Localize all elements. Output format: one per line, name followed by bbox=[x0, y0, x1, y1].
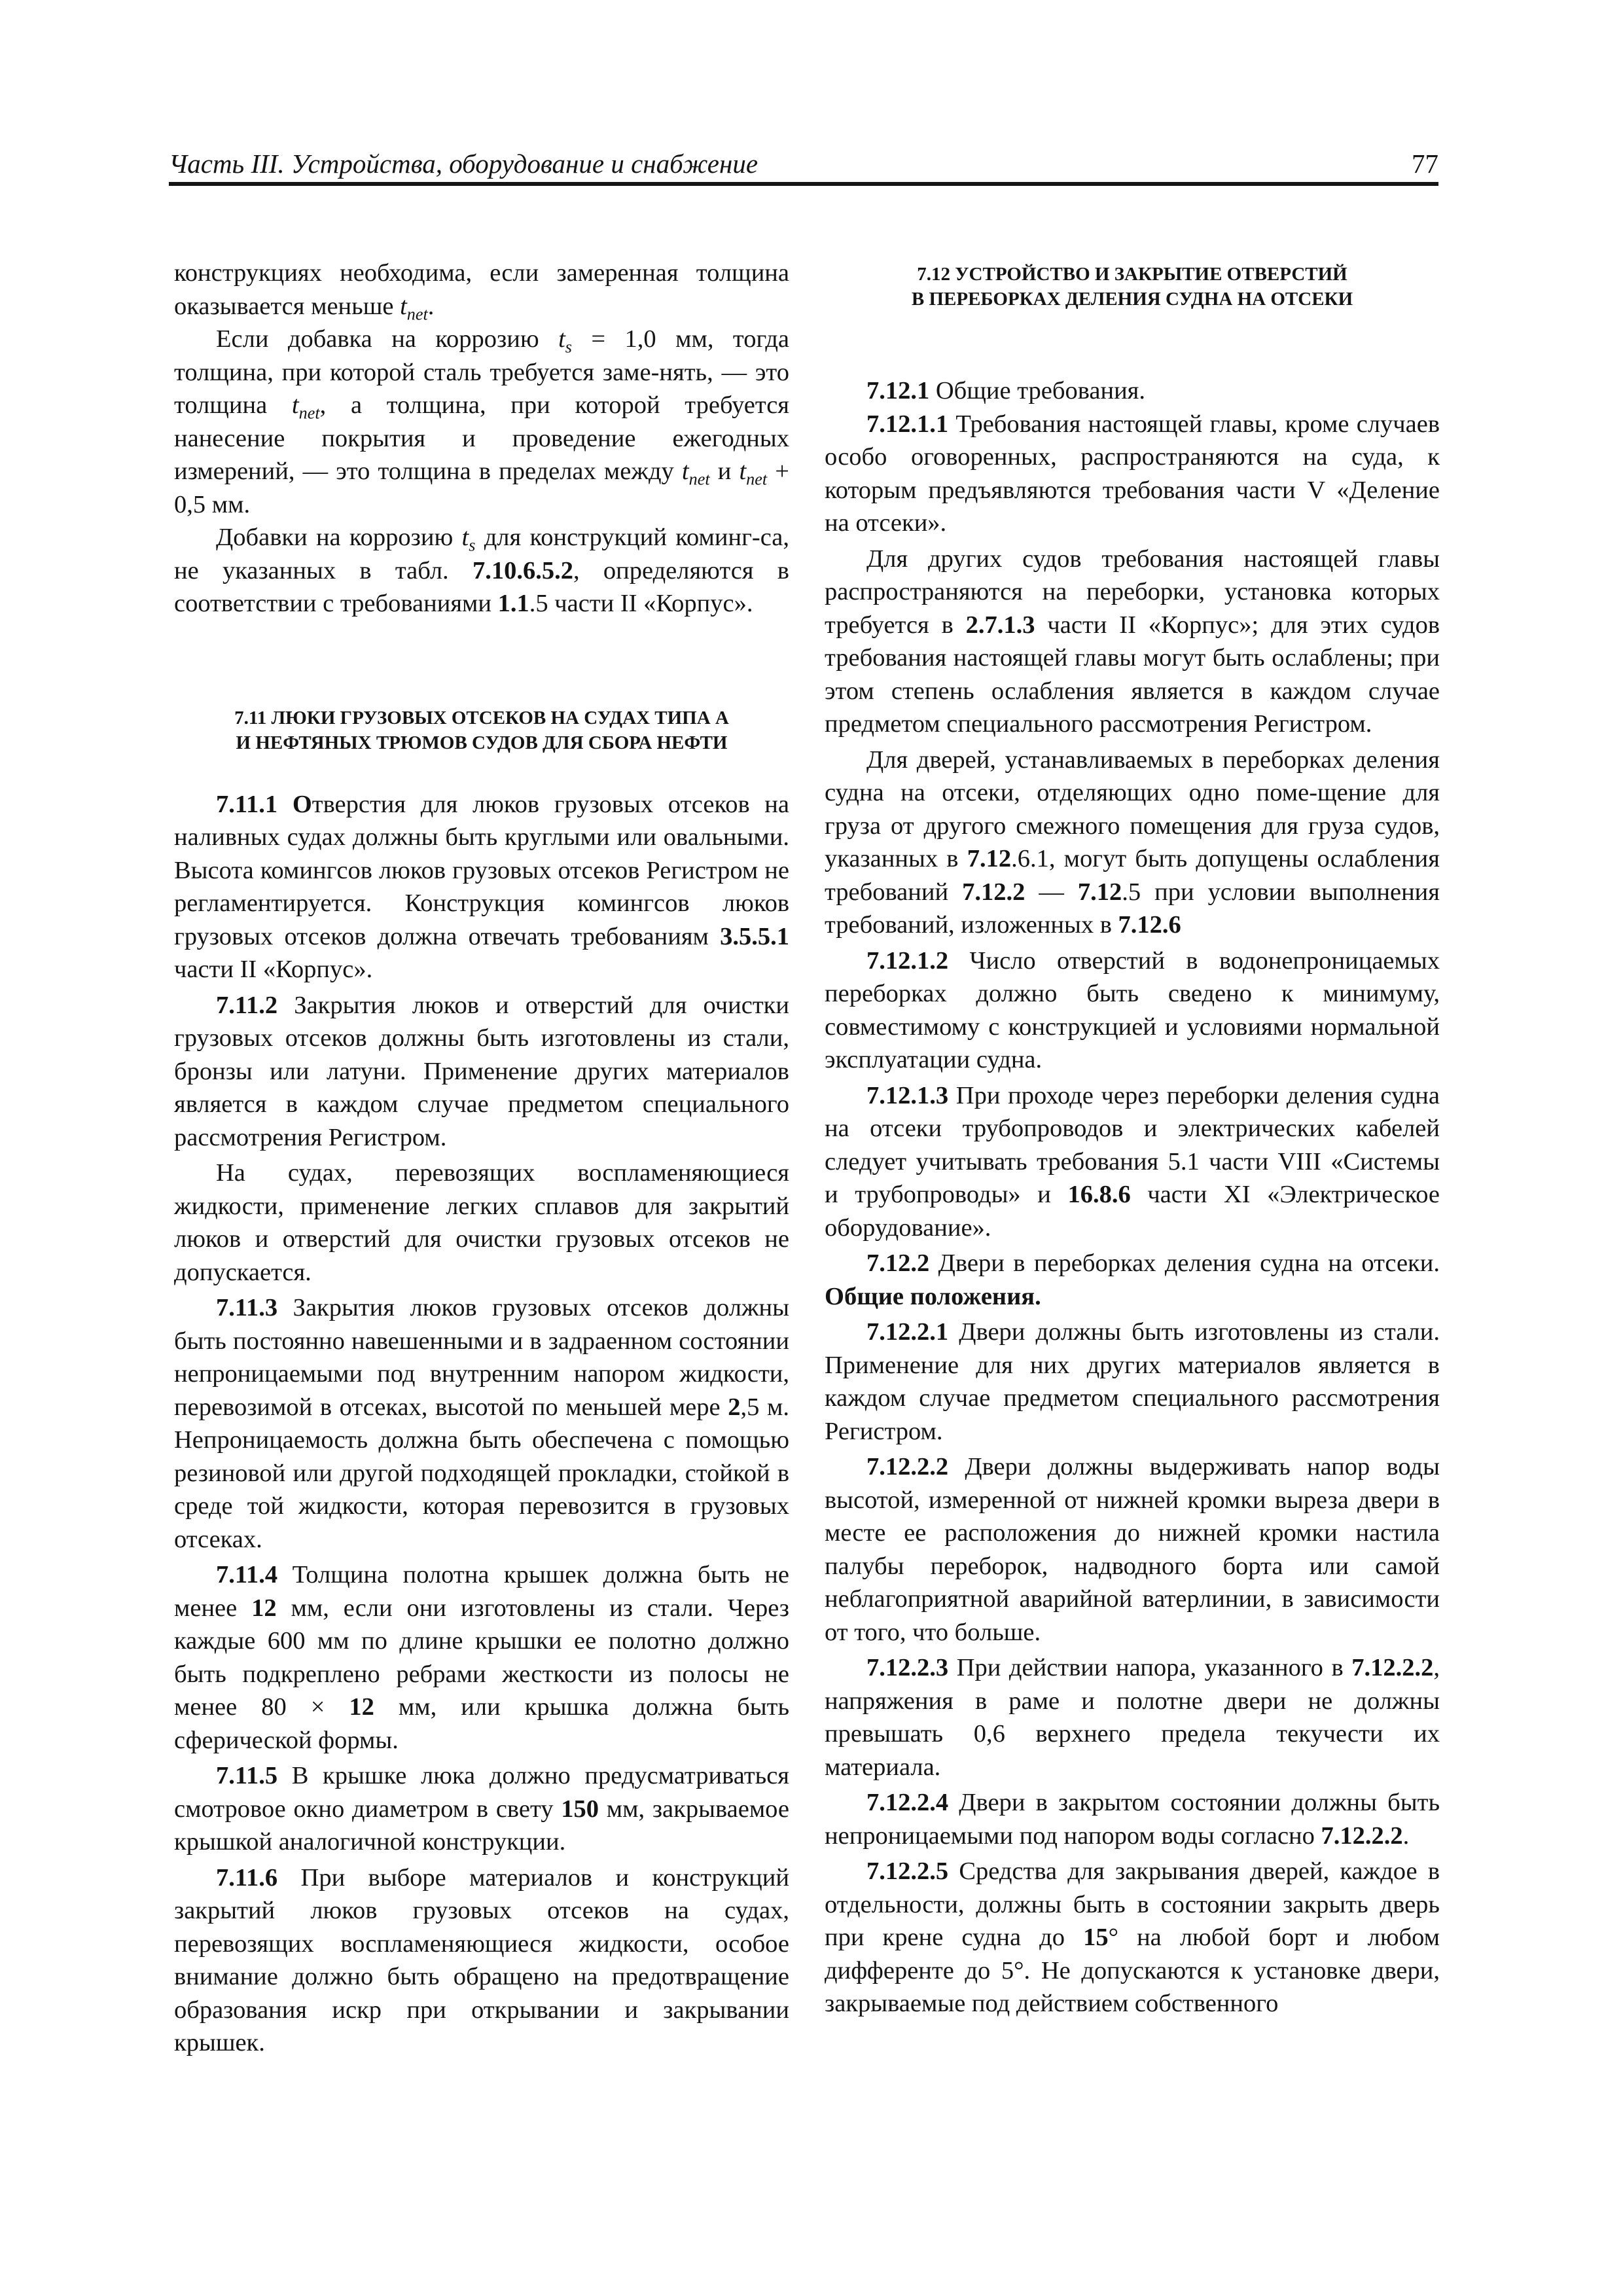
paragraph: Для дверей, устанавливаемых в переборках деления судна на отсеки, отделяющих одно поме-щение для груза от другого смежного помещения для груза судов, указанных в 7.12.6.1, могут быть допущены ослабления требований 7.12.2 — 7.12.5 при условии выполнения требований, изложенных в 7.12.6 bbox=[825, 745, 1440, 939]
paragraph: 7.12.2.5 Средства для закрывания дверей, каждое в отдельности, должны быть в состоянии закрыть дверь при крене судна до 15° на любой борт и любом дифференте до 5°. Не допускаются к установке двери, закрываемые под действием собственного bbox=[825, 1857, 1440, 2017]
right-column bbox=[825, 257, 1440, 2020]
paragraph: 7.12.1.2 Число отверстий в водонепроницаемых переборках должно быть сведено к минимуму, совместимому с конструкцией и условиями нормальной эксплуатации судна. bbox=[825, 946, 1440, 1073]
paragraph: На судах, перевозящих воспламеняющиеся жидкости, применение легких сплавов для закрытий люков и отверстий для очистки грузовых отсеков не допускается. bbox=[174, 1159, 789, 1286]
paragraph: 7.12.2.3 При действии напора, указанного в 7.12.2.2, напряжения в раме и полотне двери не должны превышать 0,6 верхнего предела текучести их материала. bbox=[825, 1654, 1440, 1781]
section-heading: 7.11 ЛЮКИ ГРУЗОВЫХ ОТСЕКОВ НА СУДАХ ТИПА А И НЕФТЯНЫХ ТРЮМОВ СУДОВ ДЛЯ СБОРА НЕФТИ bbox=[234, 707, 729, 753]
section-heading: 7.12 УСТРОЙСТВО И ЗАКРЫТИЕ ОТВЕРСТИЙ В ПЕРЕБОРКАХ ДЕЛЕНИЯ СУДНА НА ОТСЕКИ bbox=[911, 264, 1353, 310]
paragraph: 7.12.2 Двери в переборках деления судна на отсеки. Общие положения. bbox=[825, 1249, 1440, 1310]
paragraph: Если добавка на коррозию $t_s = 1,0$ мм, тогда толщина, при которой сталь требуется заме-нять, — это толщина $t_{net}$, а толщина, при которой требуется нанесение покрытия и проведение ежегодных измерений, — это толщина в пределах между $t_{net}$ и $t_{net} + 0,5$ мм. bbox=[174, 325, 790, 518]
paragraph: 7.11.2 Закрытия люков и отверстий для очистки грузовых отсеков должны быть изготовлены из стали, бронзы или латуни. Применение других материалов является в каждом случае предметом специального рассмотрения Регистром. bbox=[174, 991, 789, 1151]
paragraph: 7.12.2.4 Двери в закрытом состоянии должны быть непроницаемыми под напором воды согласно 7.12.2.2. bbox=[825, 1789, 1440, 1850]
paragraph: 7.12.2.2 Двери должны выдерживать напор воды высотой, измеренной от нижней кромки выреза двери в месте ее расположения до нижней кромки настила палубы переборок, надводного борта или самой неблагоприятной аварийной ватерлинии, в зависимости от того, что больше. bbox=[825, 1453, 1440, 1646]
page-number: 77 bbox=[1412, 149, 1438, 179]
running-title: Часть III. Устройства, оборудование и снабжение bbox=[169, 149, 758, 179]
paragraph: 7.12.1 Общие требования. bbox=[866, 377, 1146, 404]
paragraph: 7.12.1.3 При проходе через переборки деления судна на отсеки трубопроводов и электрических кабелей следует учитывать требования 5.1 части VIII «Системы и трубопроводы» и 16.8.6 части XI «Электрическое оборудование». bbox=[825, 1081, 1440, 1242]
paragraph: 7.12.2.1 Двери должны быть изготовлены из стали. Применение для них других материалов является в каждом случае предметом специального рассмотрения Регистром. bbox=[825, 1318, 1440, 1445]
paragraph: Добавки на коррозию $t_s$ для конструкций коминг-са, не указанных в табл. 7.10.6.5.2, определяются в соответствии с требованиями 1.1.5 части II «Корпус». bbox=[174, 524, 789, 617]
paragraph: 7.12.1.1 Требования настоящей главы, кроме случаев особо оговоренных, распространяются на суда, к которым предъявляются требования части V «Деление на отсеки». bbox=[825, 410, 1440, 537]
running-header bbox=[169, 143, 1438, 186]
paragraph: Для других судов требования настоящей главы распространяются на переборки, установка которых требуется в 2.7.1.3 части II «Корпус»; для этих судов требования настоящей главы могут быть ослаблены; при этом степень ослабления является в каждом случае предметом специального рассмотрения Регистром. bbox=[825, 545, 1440, 738]
paragraph: конструкциях необходима, если замеренная толщина оказывается меньше $t_{net}$. bbox=[174, 259, 789, 324]
paragraph: 7.11.6 При выборе материалов и конструкций закрытий люков грузовых отсеков на судах, перевозящих воспламеняющиеся жидкости, особое внимание должно быть обращено на предотвращение образования искр при открывании и закрывании крышек. bbox=[174, 1863, 789, 2056]
left-column bbox=[174, 257, 789, 2060]
paragraph: 7.11.5 В крышке люка должно предусматриваться смотровое окно диаметром в свету 150 мм, закрываемое крышкой аналогичной конструкции. bbox=[174, 1762, 789, 1856]
paragraph: 7.11.4 Толщина полотна крышек должна быть не менее 12 мм, если они изготовлены из стали. Через каждые 600 мм по длине крышки ее полотно должно быть подкреплено ребрами жесткости из полосы не менее 80 × 12 мм, или крышка должна быть сферической формы. bbox=[174, 1561, 790, 1754]
paragraph: 7.11.1 Отверстия для люков грузовых отсеков на наливных судах должны быть круглыми или овальными. Высота комингсов люков грузовых отсеков Регистром не регламентируется. Конструкция комингсов люков грузовых отсеков должна отвечать требованиям 3.5.5.1 части II «Корпус». bbox=[174, 790, 789, 983]
paragraph: 7.11.3 Закрытия люков грузовых отсеков должны быть постоянно навешенными и в задраенном состоянии непроницаемыми под внутренним напором жидкости, перевозимой в отсеках, высотой по меньшей мере 2,5 м. Непроницаемость должна быть обеспечена с помощью резиновой или другой подходящей прокладки, стойкой в среде той жидкости, которая перевозится в грузовых отсеках. bbox=[174, 1294, 789, 1553]
